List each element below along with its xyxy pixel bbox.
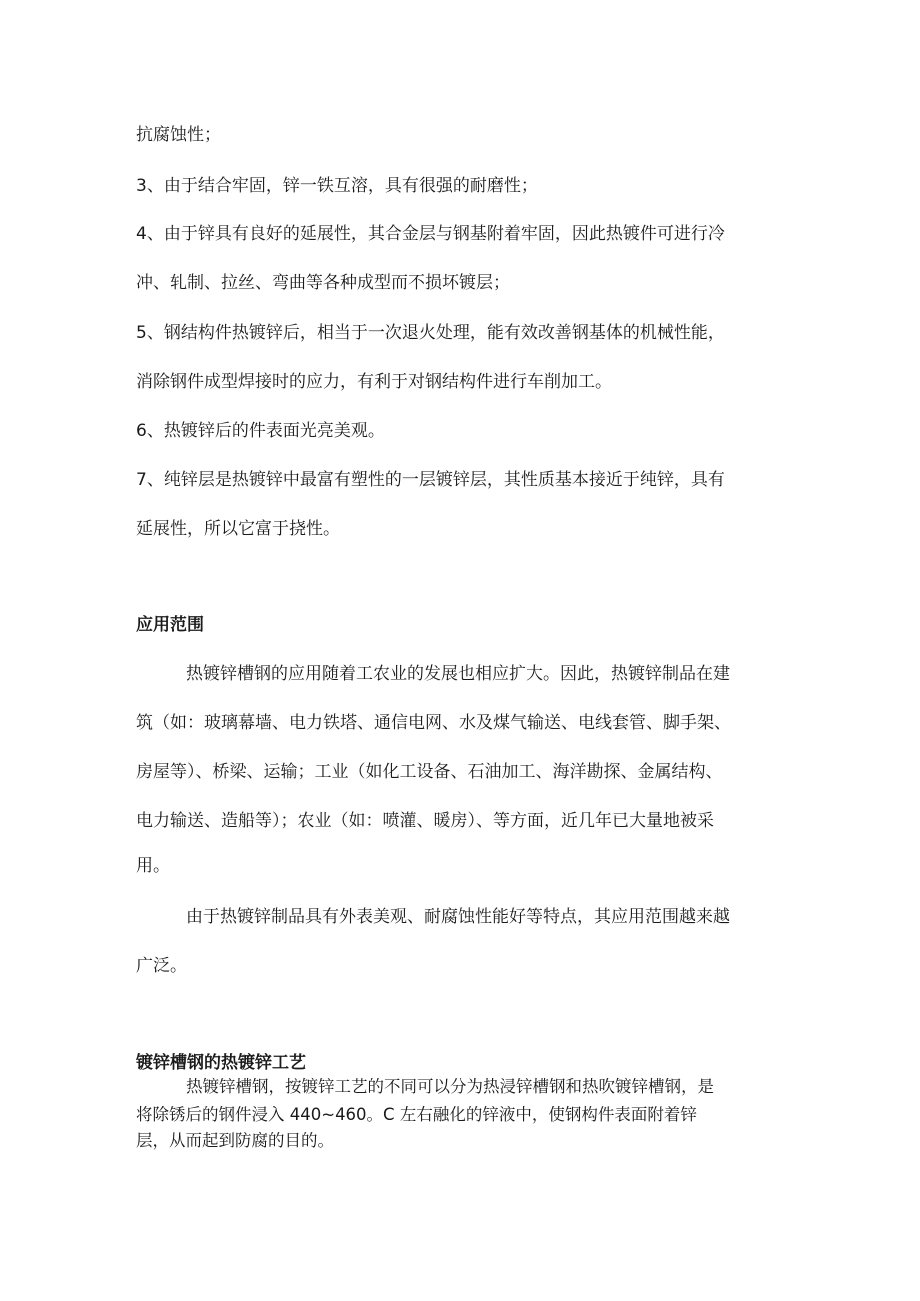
feature-item-4-line-2: 冲、轧制、拉丝、弯曲等各种成型而不损坏镀层； (136, 273, 510, 293)
application-paragraph-1-line-4: 电力输送、造船等）；农业（如：喷灌、暖房）、等方面，近几年已大量地被采 (136, 811, 714, 831)
feature-item-7-line-1: 7、纯锌层是热镀锌中最富有塑性的一层镀锌层，其性质基本接近于纯锌，具有 (136, 470, 725, 490)
section-heading-application: 应用范围 (136, 615, 204, 635)
process-paragraph-line-3: 层，从而起到防腐的目的。 (136, 1131, 334, 1150)
application-paragraph-1-line-3: 房屋等）、桥梁、运输；工业（如化工设备、石油加工、海洋勘探、金属结构、 (136, 762, 723, 782)
application-paragraph-2-line-2: 广泛。 (136, 956, 187, 976)
feature-line-corrosion-resistance: 抗腐蚀性； (136, 125, 221, 145)
feature-item-5-line-2: 消除钢件成型焊接时的应力，有利于对钢结构件进行车削加工。 (136, 372, 612, 392)
feature-item-4-line-1: 4、由于锌具有良好的延展性，其合金层与钢基附着牢固，因此热镀件可进行冷 (136, 224, 725, 244)
feature-item-3: 3、由于结合牢固，锌一铁互溶，具有很强的耐磨性； (136, 176, 538, 196)
process-paragraph-line-1: 热镀锌槽钢，按镀锌工艺的不同可以分为热浸锌槽钢和热吹镀锌槽钢，是 (186, 1077, 714, 1096)
application-paragraph-1-line-2: 筑（如：玻璃幕墙、电力铁塔、通信电网、水及煤气输送、电线套管、脚手架、 (136, 713, 731, 733)
feature-item-5-line-1: 5、钢结构件热镀锌后，相当于一次退火处理，能有效改善钢基体的机械性能， (136, 323, 725, 343)
application-paragraph-2-line-1: 由于热镀锌制品具有外表美观、耐腐蚀性能好等特点，其应用范围越来越 (186, 907, 730, 927)
feature-item-6: 6、热镀锌后的件表面光亮美观。 (136, 421, 385, 441)
section-heading-process: 镀锌槽钢的热镀锌工艺 (136, 1053, 306, 1073)
process-paragraph-line-2: 将除锈后的钢件浸入 440~460。C 左右融化的锌液中，使钢构件表面附着锌 (136, 1105, 697, 1124)
feature-item-7-line-2: 延展性，所以它富于挠性。 (136, 519, 340, 539)
application-paragraph-1-line-5: 用。 (136, 856, 170, 876)
application-paragraph-1-line-1: 热镀锌槽钢的应用随着工农业的发展也相应扩大。因此，热镀锌制品在建 (186, 664, 730, 684)
